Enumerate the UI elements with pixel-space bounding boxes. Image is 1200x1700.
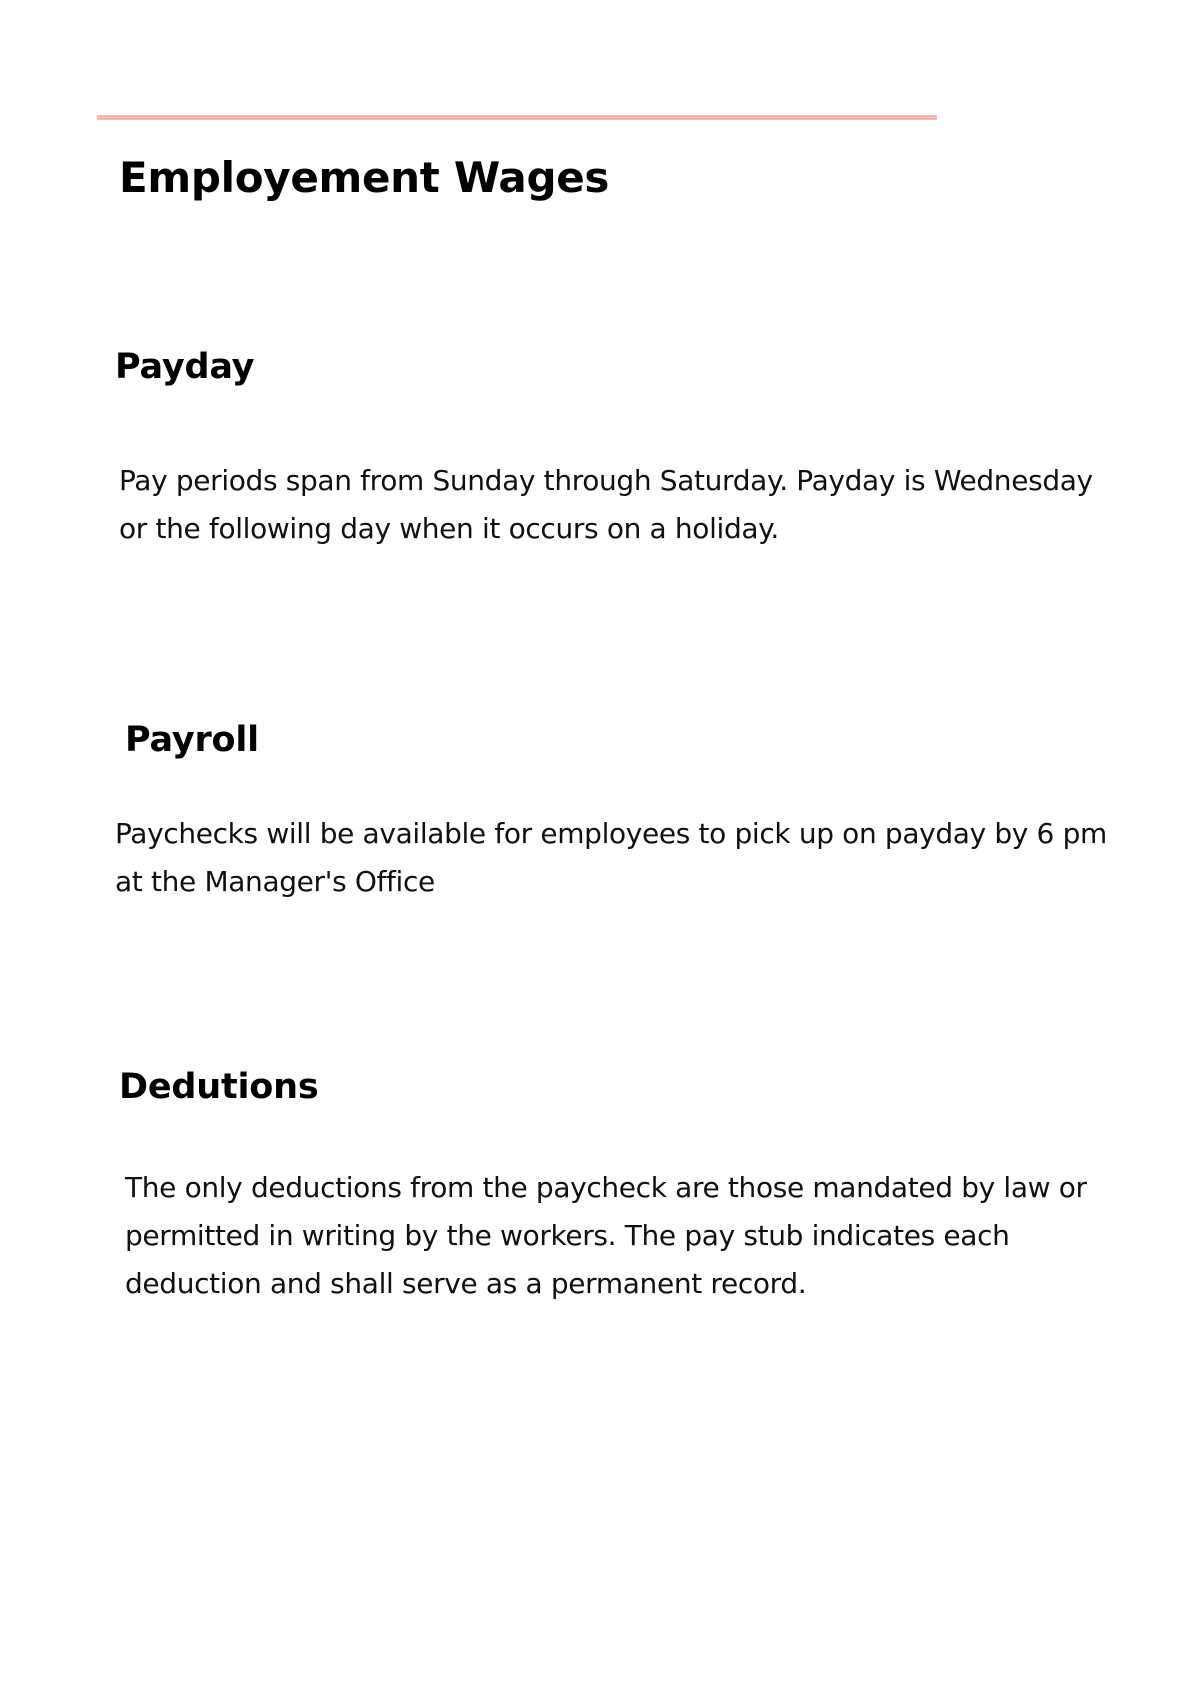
section-heading-deductions: Dedutions xyxy=(119,1067,319,1107)
section-body-payday xyxy=(119,457,1139,553)
section-heading-payroll: Payroll xyxy=(125,720,259,760)
text-line: deduction and shall serve as a permanent record. xyxy=(125,1267,807,1300)
text-line: Pay periods span from Sunday through Saturday. Payday is Wednesday xyxy=(119,464,1093,497)
section-body-payroll xyxy=(115,810,1135,906)
text-line: permitted in writing by the workers. The pay stub indicates each xyxy=(125,1219,1010,1252)
page-title: Employement Wages xyxy=(119,153,610,202)
text-line: Paychecks will be available for employees to pick up on payday by 6 pm xyxy=(115,817,1107,850)
section-heading-payday: Payday xyxy=(115,347,255,387)
text-line: The only deductions from the paycheck are those mandated by law or xyxy=(125,1171,1087,1204)
text-line: or the following day when it occurs on a holiday. xyxy=(119,512,779,545)
accent-divider-line xyxy=(97,115,937,120)
text-line: at the Manager's Office xyxy=(115,865,435,898)
section-body-deductions xyxy=(125,1164,1145,1308)
